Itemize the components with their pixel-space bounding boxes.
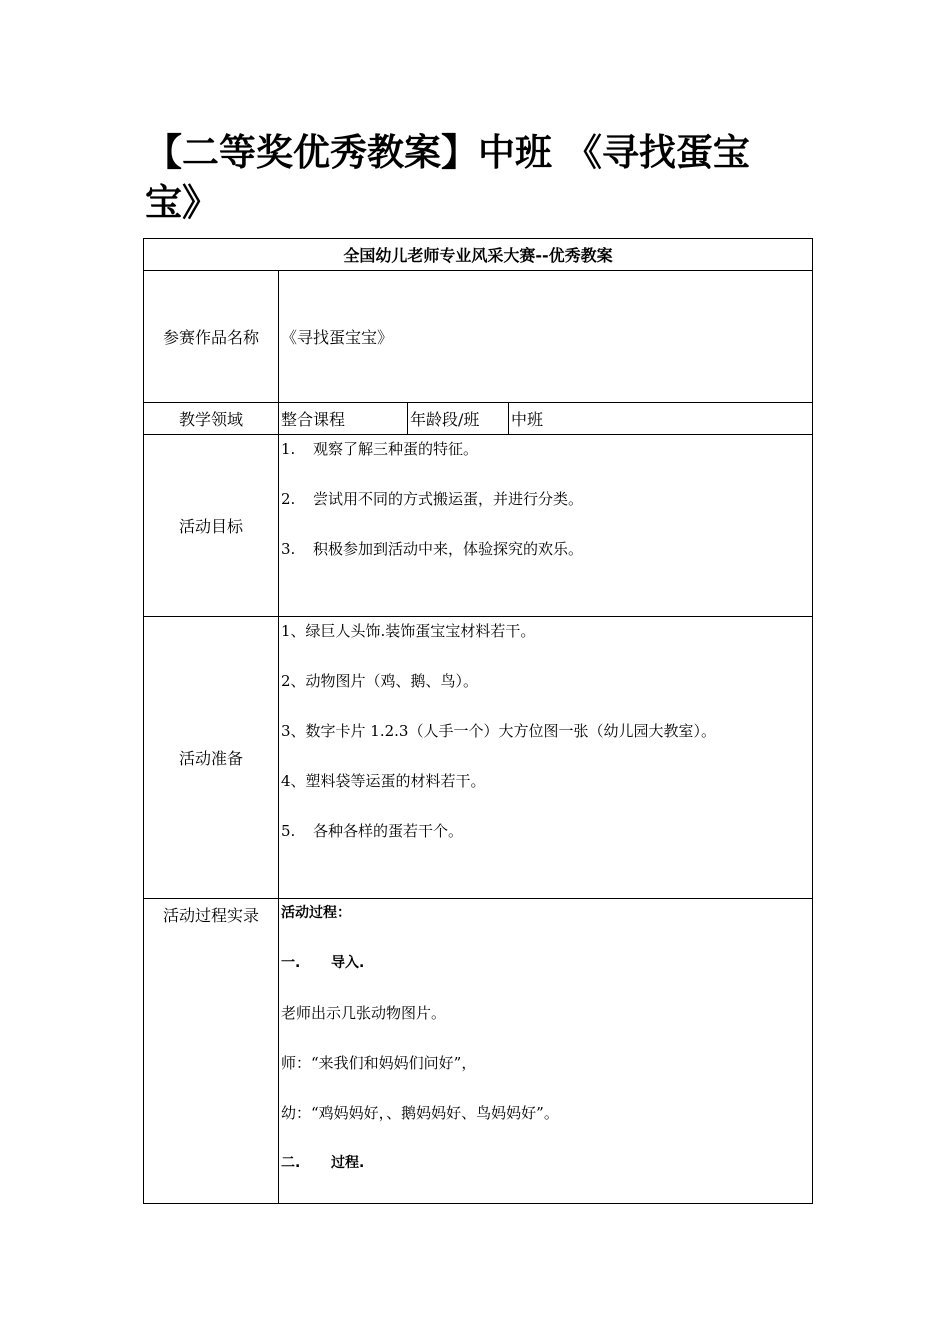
process-label: 活动过程实录 — [144, 899, 279, 1204]
list-item: 5. 各种各样的蛋若干个。 — [281, 822, 464, 840]
prep-label: 活动准备 — [144, 617, 279, 899]
list-item: 3. 积极参加到活动中来，体验探究的欢乐。 — [281, 540, 584, 558]
table-header: 全国幼儿老师专业风采大赛--优秀教案 — [144, 239, 813, 271]
process-line: 师：“来我们和妈妈们问好”， — [281, 1054, 477, 1072]
domain-value: 整合课程 — [279, 403, 408, 435]
process-step-1: 一. 导入. — [281, 955, 365, 971]
process-line: 幼：“鸡妈妈好，、鹅妈妈好、鸟妈妈好”。 — [281, 1104, 559, 1122]
list-item: 3、数字卡片 1.2.3（人手一个）大方位图一张（幼儿园大教室）。 — [281, 722, 716, 740]
list-item: 1、绿巨人头饰.装饰蛋宝宝材料若干。 — [281, 622, 536, 640]
list-item: 4、塑料袋等运蛋的材料若干。 — [281, 772, 486, 790]
list-item: 2. 尝试用不同的方式搬运蛋，并进行分类。 — [281, 490, 584, 508]
document-title: 【二等奖优秀教案】中班 《寻找蛋宝宝》 — [145, 131, 750, 224]
domain-label: 教学领域 — [144, 403, 279, 435]
list-item: 1. 观察了解三种蛋的特征。 — [281, 440, 479, 458]
process-line: 老师出示几张动物图片。 — [281, 1004, 447, 1022]
goals-label: 活动目标 — [144, 435, 279, 617]
prep-list — [279, 617, 813, 899]
process-step-2: 二. 过程. — [281, 1155, 365, 1171]
entry-name-value: 《寻找蛋宝宝》 — [279, 271, 813, 403]
process-heading: 活动过程： — [281, 905, 351, 921]
list-item: 2、动物图片（鸡、鹅、鸟）。 — [281, 672, 479, 690]
process-content — [279, 899, 813, 1204]
age-value: 中班 — [509, 403, 813, 435]
age-label: 年龄段/班 — [408, 403, 509, 435]
entry-name-label: 参赛作品名称 — [144, 271, 279, 403]
goals-list — [279, 435, 813, 617]
lesson-plan-table — [143, 238, 813, 1204]
